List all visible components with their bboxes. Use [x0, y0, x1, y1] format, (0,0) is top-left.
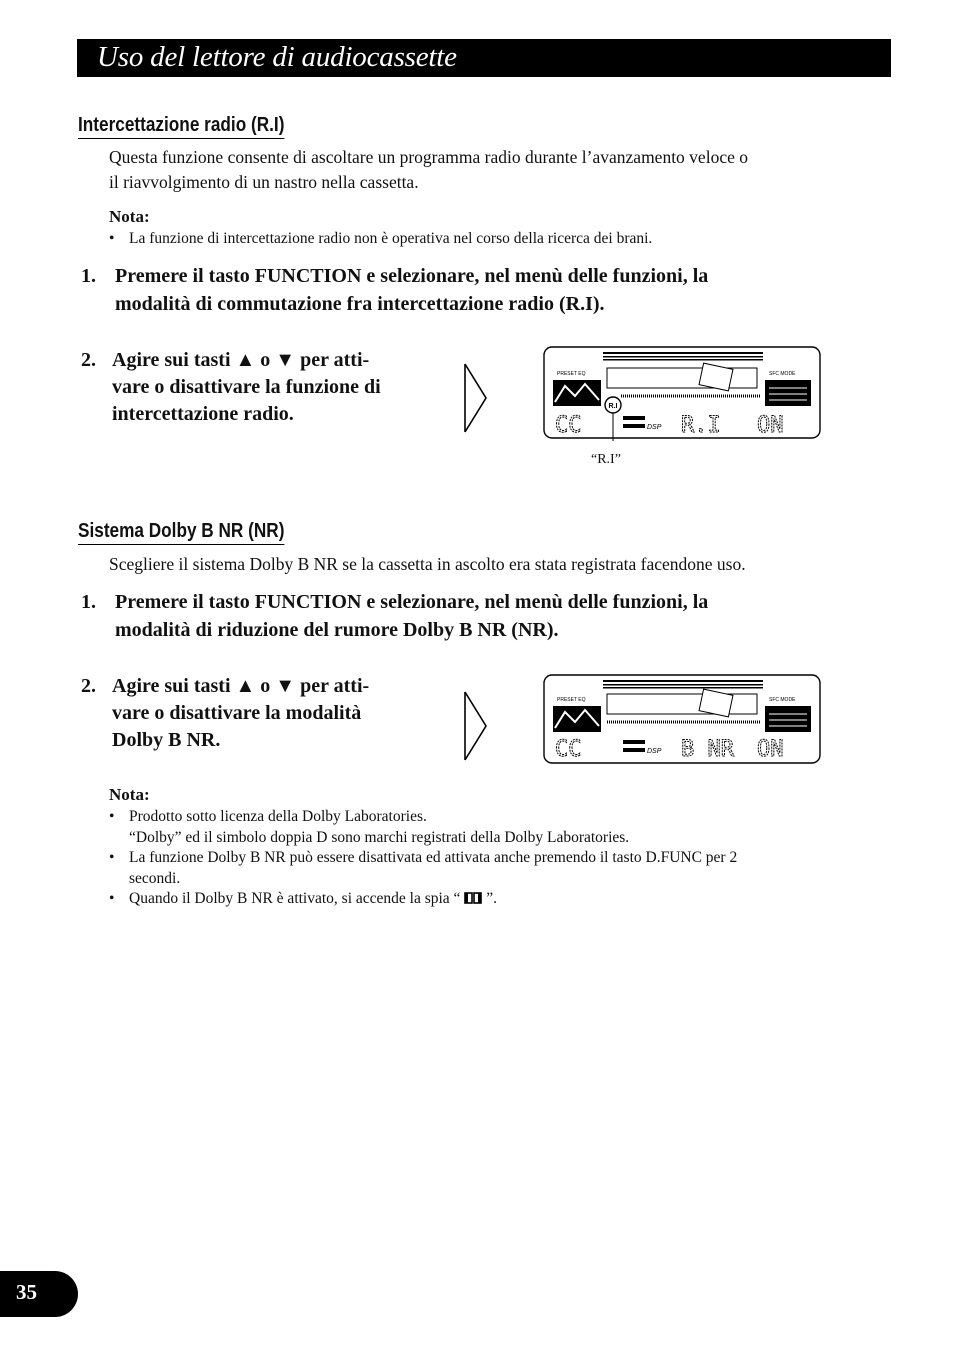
lcd-text-left: CC — [555, 413, 582, 438]
lcd-text-mid: R.I — [681, 413, 721, 438]
page-number-tab — [0, 1271, 78, 1317]
dolby-dd-icon — [464, 892, 482, 904]
chapter-title: Uso del lettore di audiocassette — [97, 41, 457, 73]
section2-nota-item-2: • La funzione Dolby B NR può essere disattivata ed attivata anche premendo il tasto D.FUNC per 2 secondi. — [109, 849, 738, 887]
svg-text:DSP: DSP — [647, 424, 662, 431]
page-number: 35 — [16, 1280, 37, 1304]
chapter-title-bar — [77, 39, 891, 77]
svg-text:PRESET EQ: PRESET EQ — [557, 697, 586, 703]
chevron-right-icon — [462, 362, 490, 434]
section2-nota-item-3: • Quando il Dolby B NR è attivato, si accende la spia “ ”. — [109, 890, 497, 907]
lcd-text-right: ON — [757, 413, 784, 438]
lcd-text-left: CC — [555, 737, 582, 762]
lcd-display-dolby — [543, 674, 823, 766]
svg-text:SFC MODE: SFC MODE — [769, 697, 796, 703]
svg-text:DSP: DSP — [647, 748, 662, 755]
lcd-text-mid: B NR — [681, 737, 734, 762]
section-heading-dolby: Sistema Dolby B NR (NR) — [78, 520, 284, 545]
lcd-display-ri — [543, 346, 823, 441]
ri-indicator-label: R.I — [608, 403, 618, 410]
section1-intro-line1: Questa funzione consente di ascoltare un programma radio durante l’avanzamento veloce o — [109, 147, 748, 167]
section1-intro-line2: il riavvolgimento di un nastro nella cassetta. — [109, 172, 419, 192]
section2-nota-item-1: • Prodotto sotto licenza della Dolby Laboratories. “Dolby” ed il simbolo doppia D sono marchi registrati della Dolby Laboratories. — [109, 808, 630, 846]
section2-intro: Scegliere il sistema Dolby B NR se la cassetta in ascolto era stata registrata facendone uso. — [109, 554, 746, 574]
section-heading-ri: Intercettazione radio (R.I) — [78, 114, 284, 139]
lcd-text-right: ON — [757, 737, 784, 762]
chevron-right-icon — [462, 690, 490, 762]
section2-nota-label: Nota: — [109, 785, 150, 804]
lcd-caption-ri: “R.I” — [591, 452, 621, 467]
svg-text:SFC MODE: SFC MODE — [769, 371, 796, 377]
svg-text:PRESET EQ: PRESET EQ — [557, 371, 586, 377]
section1-nota-label: Nota: — [109, 207, 150, 226]
